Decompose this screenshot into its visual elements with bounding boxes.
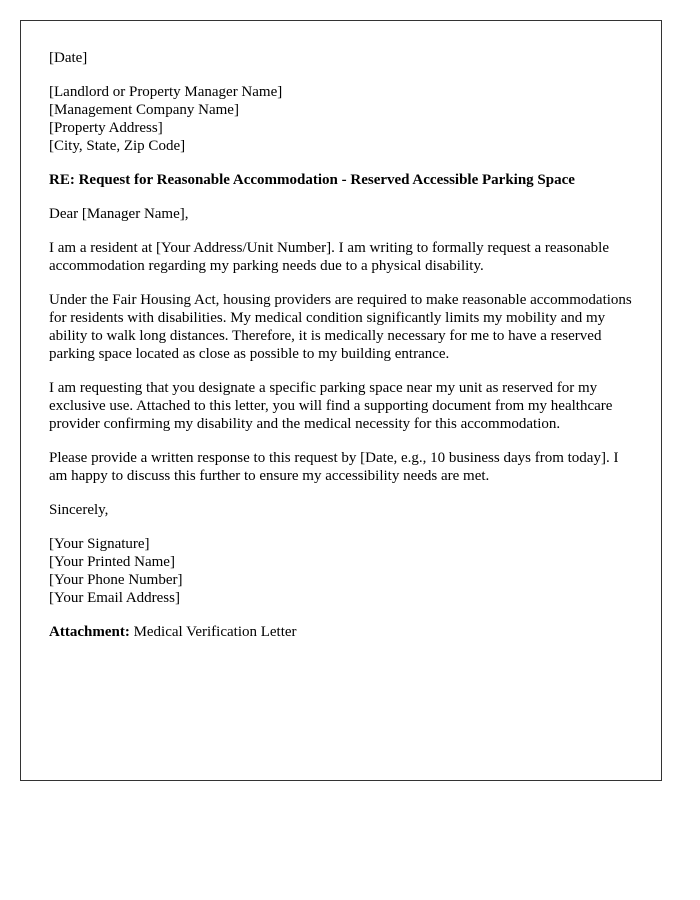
recipient-block (49, 83, 632, 155)
phone-number: [Your Phone Number] (49, 572, 183, 588)
recipient-city: [City, State, Zip Code] (49, 138, 186, 154)
recipient-address: [Property Address] (49, 120, 163, 136)
email-address: [Your Email Address] (49, 590, 180, 606)
subject-line: RE: Request for Reasonable Accommodation - Reserved Accessible Parking Space (49, 172, 575, 188)
recipient-name: [Landlord or Property Manager Name] (49, 84, 283, 100)
recipient-company: [Management Company Name] (49, 102, 239, 118)
printed-name: [Your Printed Name] (49, 554, 175, 570)
body-paragraph: I am requesting that you designate a specific parking space near my unit as reserved for my exclusive use. Attached to this letter, you will find a supporting document from my healthcare provider confirming my disability and the medical necessity for this accommodation. (49, 380, 613, 432)
attachment-value: Medical Verification Letter (133, 624, 297, 640)
letter-page (20, 20, 662, 781)
letter-date: [Date] (49, 50, 88, 66)
signature: [Your Signature] (49, 536, 150, 552)
body-paragraph: Under the Fair Housing Act, housing providers are required to make reasonable accommodations for residents with disabilities. My medical condition significantly limits my mobility and my ability to walk long distances. Therefore, it is medically necessary for me to have a reserved parking space located as close as possible to my building entrance. (49, 292, 632, 362)
body-paragraph: Please provide a written response to this request by [Date, e.g., 10 business days from today]. I am happy to discuss this further to ensure my accessibility needs are met. (49, 450, 619, 484)
signature-block (49, 535, 632, 607)
closing: Sincerely, (49, 502, 109, 518)
body-paragraph: I am a resident at [Your Address/Unit Number]. I am writing to formally request a reasonable accommodation regarding my parking needs due to a physical disability. (49, 240, 609, 274)
attachment-line (49, 623, 632, 641)
salutation: Dear [Manager Name], (49, 206, 189, 222)
attachment-label: Attachment: (49, 624, 130, 640)
